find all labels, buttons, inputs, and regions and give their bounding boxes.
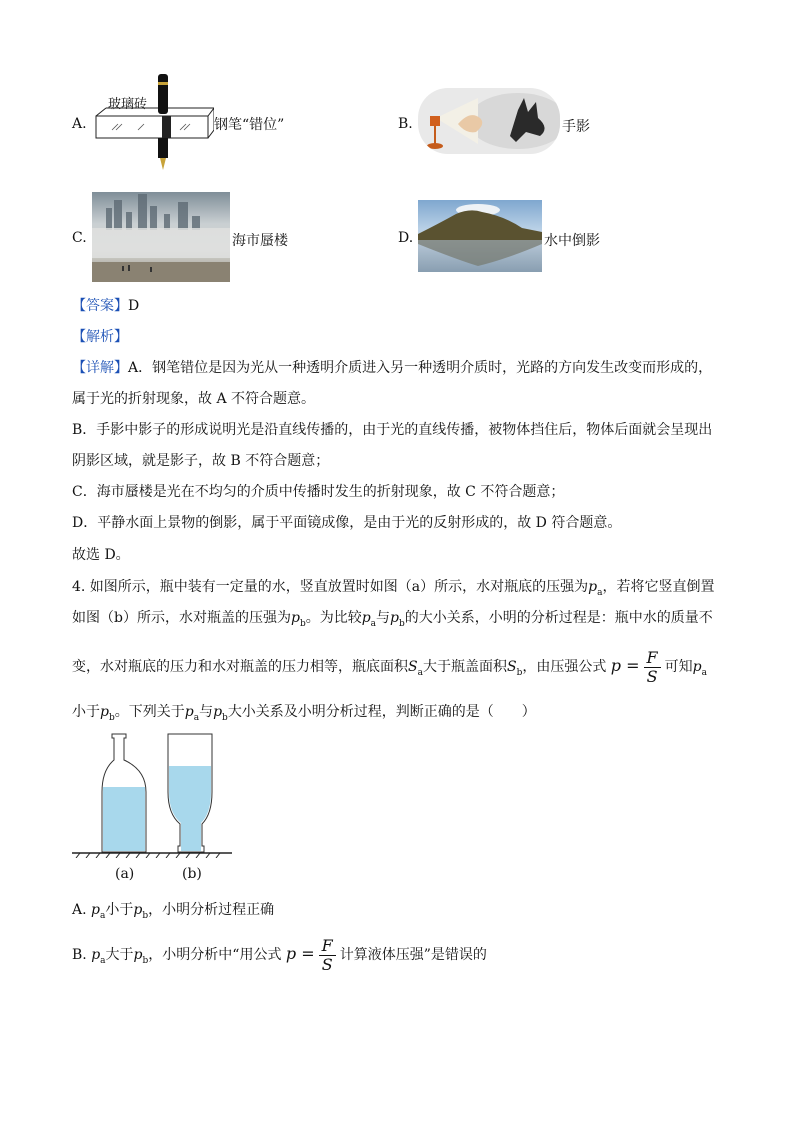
q4-text: 小于 bbox=[105, 902, 134, 918]
sub-a: a bbox=[370, 618, 377, 629]
q4-line-2 bbox=[72, 608, 732, 634]
option-d-letter: D. bbox=[398, 230, 414, 246]
analysis-heading bbox=[72, 327, 732, 347]
sub-a: a bbox=[193, 712, 200, 723]
var-p: p bbox=[184, 704, 194, 720]
q4-text: ，小明分析中“用公式 bbox=[148, 947, 282, 963]
option-c-letter: C. bbox=[72, 230, 87, 246]
q4-text: 可知 bbox=[664, 659, 693, 675]
option-a-letter: A. bbox=[72, 116, 87, 132]
formula-lhs: p = bbox=[610, 656, 640, 675]
water-reflection-photo bbox=[418, 200, 542, 272]
frac-denominator: S bbox=[321, 954, 333, 974]
pressure-formula-fraction bbox=[319, 937, 336, 974]
explanation-line-3: B．手影中影子的形成说明光是沿直线传播的，由于光的直线传播，被物体挡住后，物体后面就会呈现出 bbox=[72, 422, 713, 438]
explanation-line-7: 故选 D。 bbox=[72, 547, 130, 563]
glass-brick-label: 玻璃砖 bbox=[108, 97, 148, 112]
q4-line-3 bbox=[72, 648, 732, 691]
explanation-text-1: A．钢笔错位是因为光从一种透明介质进入另一种透明介质时，光路的方向发生改变而形成的， bbox=[128, 360, 713, 376]
pen-in-glass-figure bbox=[92, 68, 214, 174]
q4-text: ，由压强公式 bbox=[522, 659, 607, 675]
q4-text: 与 bbox=[376, 610, 391, 626]
answer-value: D bbox=[128, 298, 140, 314]
var-p: p bbox=[390, 610, 400, 626]
q4-line-1 bbox=[72, 577, 732, 603]
answer-label: 【答案】 bbox=[72, 298, 128, 314]
figure-b-label: (b) bbox=[182, 866, 202, 882]
q4-option-b bbox=[72, 936, 732, 979]
var-p: p bbox=[692, 659, 702, 675]
sub-b: b bbox=[299, 618, 306, 629]
frac-denominator: S bbox=[646, 666, 658, 686]
sub-a: a bbox=[100, 955, 106, 966]
pressure-formula-fraction bbox=[644, 649, 661, 686]
q4-text: 大于瓶盖面积 bbox=[422, 659, 507, 675]
var-p: p bbox=[213, 704, 223, 720]
option-a-caption: 钢笔“错位” bbox=[214, 117, 285, 133]
var-p: p bbox=[133, 947, 143, 963]
q4-text: 4. 如图所示，瓶中装有一定量的水，竖直放置时如图（a）所示，水对瓶底的压强为 bbox=[72, 579, 589, 595]
q4-text: 计算液体压强”是错误的 bbox=[339, 947, 487, 963]
sub-b: b bbox=[142, 955, 149, 966]
q4-text: 如图（b）所示，水对瓶盖的压强为 bbox=[72, 610, 291, 626]
sub-a: a bbox=[597, 587, 603, 598]
var-S: S bbox=[506, 659, 517, 675]
var-p: p bbox=[290, 610, 300, 626]
frac-numerator: F bbox=[644, 649, 661, 668]
q4-text: 的大小关系，小明的分析过程是：瓶中水的质量不 bbox=[404, 610, 713, 626]
formula-lhs: p = bbox=[285, 944, 315, 963]
sub-b: b bbox=[108, 712, 115, 723]
q4-text: 变，水对瓶底的压力和水对瓶盖的压力相等，瓶底面积 bbox=[72, 659, 408, 675]
var-p: p bbox=[100, 704, 109, 720]
frac-numerator: F bbox=[319, 937, 336, 956]
sub-a: a bbox=[417, 667, 423, 678]
sub-a: a bbox=[701, 667, 707, 678]
sub-b: b bbox=[516, 667, 523, 678]
option-letter: A. bbox=[72, 902, 87, 918]
hand-shadow-photo bbox=[418, 88, 560, 154]
option-d-caption: 水中倒影 bbox=[544, 233, 600, 249]
var-p: p bbox=[588, 579, 598, 595]
sub-b: b bbox=[222, 712, 228, 723]
mirage-photo bbox=[92, 192, 230, 282]
q4-text: ，小明分析过程正确 bbox=[148, 902, 275, 918]
sub-b: b bbox=[142, 910, 149, 921]
q4-text: 。下列关于 bbox=[114, 704, 185, 720]
option-letter: B. bbox=[72, 947, 87, 963]
q4-text: ，若将它竖直倒置 bbox=[602, 579, 715, 595]
q4-text: 大于 bbox=[105, 947, 134, 963]
explanation-line-2: 属于光的折射现象，故 A 不符合题意。 bbox=[72, 391, 316, 407]
q4-line-4 bbox=[72, 702, 732, 728]
q4-text: 大小关系及小明分析过程，判断正确的是（ ） bbox=[227, 704, 536, 720]
var-S: S bbox=[408, 659, 418, 675]
explanation-line-6: D．平静水面上景物的倒影，属于平面镜成像，是由于光的反射形成的，故 D 符合题意。 bbox=[72, 515, 622, 531]
var-p: p bbox=[91, 947, 101, 963]
option-b-caption: 手影 bbox=[562, 119, 590, 135]
var-p: p bbox=[91, 902, 100, 918]
var-p: p bbox=[133, 902, 143, 918]
q4-option-a bbox=[72, 900, 732, 926]
option-b-letter: B. bbox=[398, 116, 413, 132]
q4-text: 与 bbox=[199, 704, 214, 720]
q4-text: 小于 bbox=[72, 704, 100, 720]
sub-b: b bbox=[399, 618, 405, 629]
analysis-label: 【解析】 bbox=[72, 329, 128, 345]
explanation-line-5: C．海市蜃楼是光在不均匀的介质中传播时发生的折射现象，故 C 不符合题意； bbox=[72, 484, 565, 500]
answer-line bbox=[72, 296, 732, 316]
sub-a: a bbox=[99, 910, 106, 921]
explanation-line-1 bbox=[72, 358, 732, 378]
detail-label: 【详解】 bbox=[72, 360, 128, 376]
explanation-line-4: 阴影区域，就是影子，故 B 不符合题意； bbox=[72, 453, 330, 469]
bottles-figure bbox=[72, 730, 232, 858]
figure-a-label: (a) bbox=[115, 866, 135, 882]
option-c-caption: 海市蜃楼 bbox=[232, 233, 288, 249]
var-p: p bbox=[361, 610, 371, 626]
q4-text: 。为比较 bbox=[305, 610, 362, 626]
